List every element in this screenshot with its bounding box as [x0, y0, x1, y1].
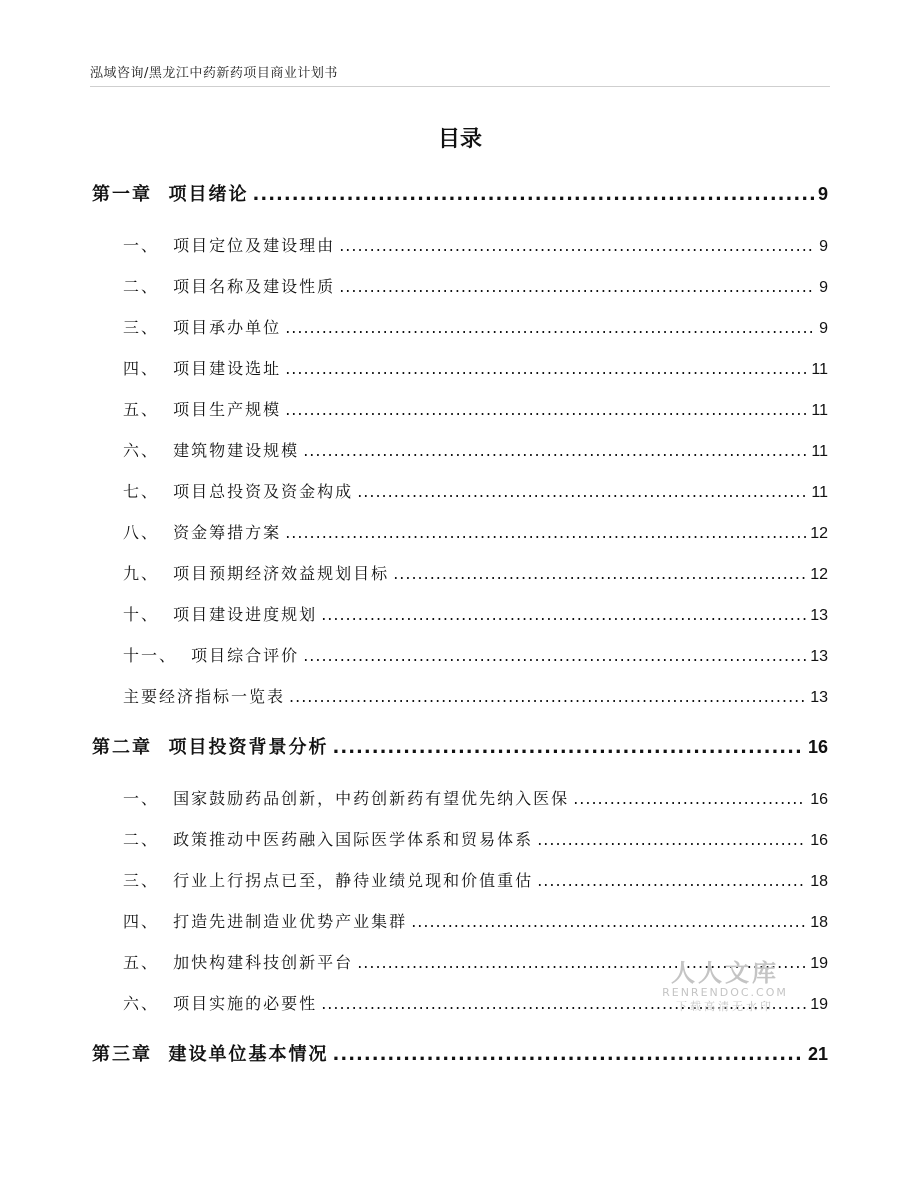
toc-entry-text: 二、 政策推动中医药融入国际医学体系和贸易体系 — [123, 830, 534, 849]
toc-entry[interactable] — [0, 356, 920, 386]
toc-entry-page: 11 — [811, 484, 828, 501]
toc-entry[interactable] — [0, 1040, 920, 1070]
running-header: 泓域咨询/黑龙江中药新药项目商业计划书 — [90, 66, 338, 81]
toc-entry[interactable] — [0, 786, 920, 816]
toc-leader-dots — [339, 236, 815, 255]
toc-leader-dots — [393, 564, 806, 583]
toc-leader-dots — [285, 523, 806, 542]
toc-leader-dots — [285, 318, 815, 337]
toc-entry[interactable] — [0, 315, 920, 345]
toc-entry-page: 19 — [810, 996, 828, 1013]
toc-entry[interactable] — [0, 733, 920, 763]
toc-entry-page: 9 — [819, 320, 828, 337]
toc-entry-text: 主要经济指标一览表 — [123, 687, 286, 706]
toc-entry-text: 九、 项目预期经济效益规划目标 — [123, 564, 390, 583]
toc-entry[interactable] — [0, 397, 920, 427]
toc-entry-page: 16 — [810, 832, 828, 849]
toc-entry-page: 11 — [811, 361, 828, 378]
toc-entry[interactable] — [0, 274, 920, 304]
toc-entry-text: 五、 加快构建科技创新平台 — [123, 953, 354, 972]
toc-leader-dots — [537, 871, 806, 890]
toc-leader-dots — [573, 789, 806, 808]
watermark — [650, 960, 800, 1014]
watermark-subtitle: 下载高清无水印 — [676, 1000, 774, 1013]
toc-entry[interactable] — [0, 868, 920, 898]
toc-leader-dots — [537, 830, 806, 849]
toc-entry[interactable] — [0, 180, 920, 210]
toc-entry-page: 21 — [807, 1044, 828, 1064]
toc-entry-text: 八、 资金筹措方案 — [123, 523, 282, 542]
toc-entry-text: 四、 项目建设选址 — [123, 359, 282, 378]
toc-entry[interactable] — [0, 520, 920, 550]
toc-entry-page: 13 — [810, 648, 828, 665]
toc-leader-dots — [333, 1044, 804, 1065]
toc-entry-page: 16 — [807, 737, 828, 757]
toc-entry-page: 12 — [810, 525, 828, 542]
watermark-title: 人人文库 — [671, 959, 779, 987]
toc-entry-text: 七、 项目总投资及资金构成 — [123, 482, 354, 501]
toc-entry-page: 9 — [819, 279, 828, 296]
toc-entry[interactable] — [0, 909, 920, 939]
toc-leader-dots — [303, 441, 807, 460]
toc-entry-text: 二、 项目名称及建设性质 — [123, 277, 336, 296]
toc-entry-page: 16 — [810, 791, 828, 808]
toc-entry[interactable] — [0, 643, 920, 673]
toc-entry-text: 三、 行业上行拐点已至，静待业绩兑现和价值重估 — [123, 871, 534, 890]
toc-entry-text: 六、 建筑物建设规模 — [123, 441, 300, 460]
toc-entry-page: 18 — [810, 914, 828, 931]
toc-entry-page: 9 — [817, 184, 828, 204]
toc-leader-dots — [357, 482, 807, 501]
toc-entry-text: 十、 项目建设进度规划 — [123, 605, 318, 624]
toc-leader-dots — [285, 400, 807, 419]
toc-leader-dots — [339, 277, 815, 296]
toc-entry-text: 一、 国家鼓励药品创新，中药创新药有望优先纳入医保 — [123, 789, 570, 808]
toc-entry-text: 十一、 项目综合评价 — [123, 646, 300, 665]
toc-entry-text: 第三章 建设单位基本情况 — [92, 1044, 329, 1065]
watermark-domain: RENRENDOC.COM — [662, 986, 788, 999]
toc-leader-dots — [285, 359, 807, 378]
toc-entry[interactable] — [0, 479, 920, 509]
toc-entry-text: 一、 项目定位及建设理由 — [123, 236, 336, 255]
toc-entry[interactable] — [0, 602, 920, 632]
toc-leader-dots — [303, 646, 806, 665]
toc-entry[interactable] — [0, 561, 920, 591]
toc-entry-page: 11 — [811, 402, 828, 419]
toc-entry[interactable] — [0, 684, 920, 714]
toc-entry-text: 第一章 项目绪论 — [92, 184, 249, 205]
toc-leader-dots — [289, 687, 806, 706]
toc-entry-page: 19 — [810, 955, 828, 972]
toc-entry[interactable] — [0, 233, 920, 263]
toc-entry[interactable] — [0, 438, 920, 468]
toc-entry-page: 11 — [811, 443, 828, 460]
toc-entry-text: 第二章 项目投资背景分析 — [92, 737, 329, 758]
toc-leader-dots — [321, 605, 806, 624]
toc-entry-text: 三、 项目承办单位 — [123, 318, 282, 337]
toc-leader-dots — [333, 737, 804, 758]
toc-entry-text: 六、 项目实施的必要性 — [123, 994, 318, 1013]
toc-entry-page: 13 — [810, 607, 828, 624]
toc-entry-text: 四、 打造先进制造业优势产业集群 — [123, 912, 408, 931]
toc-entry-page: 12 — [810, 566, 828, 583]
toc-entry-page: 13 — [810, 689, 828, 706]
toc-entry-text: 五、 项目生产规模 — [123, 400, 282, 419]
toc-entry[interactable] — [0, 827, 920, 857]
toc-entry-page: 9 — [819, 238, 828, 255]
toc-leader-dots — [253, 184, 814, 205]
toc-entry-page: 18 — [810, 873, 828, 890]
page-title: 目录 — [437, 127, 482, 152]
toc-leader-dots — [411, 912, 806, 931]
